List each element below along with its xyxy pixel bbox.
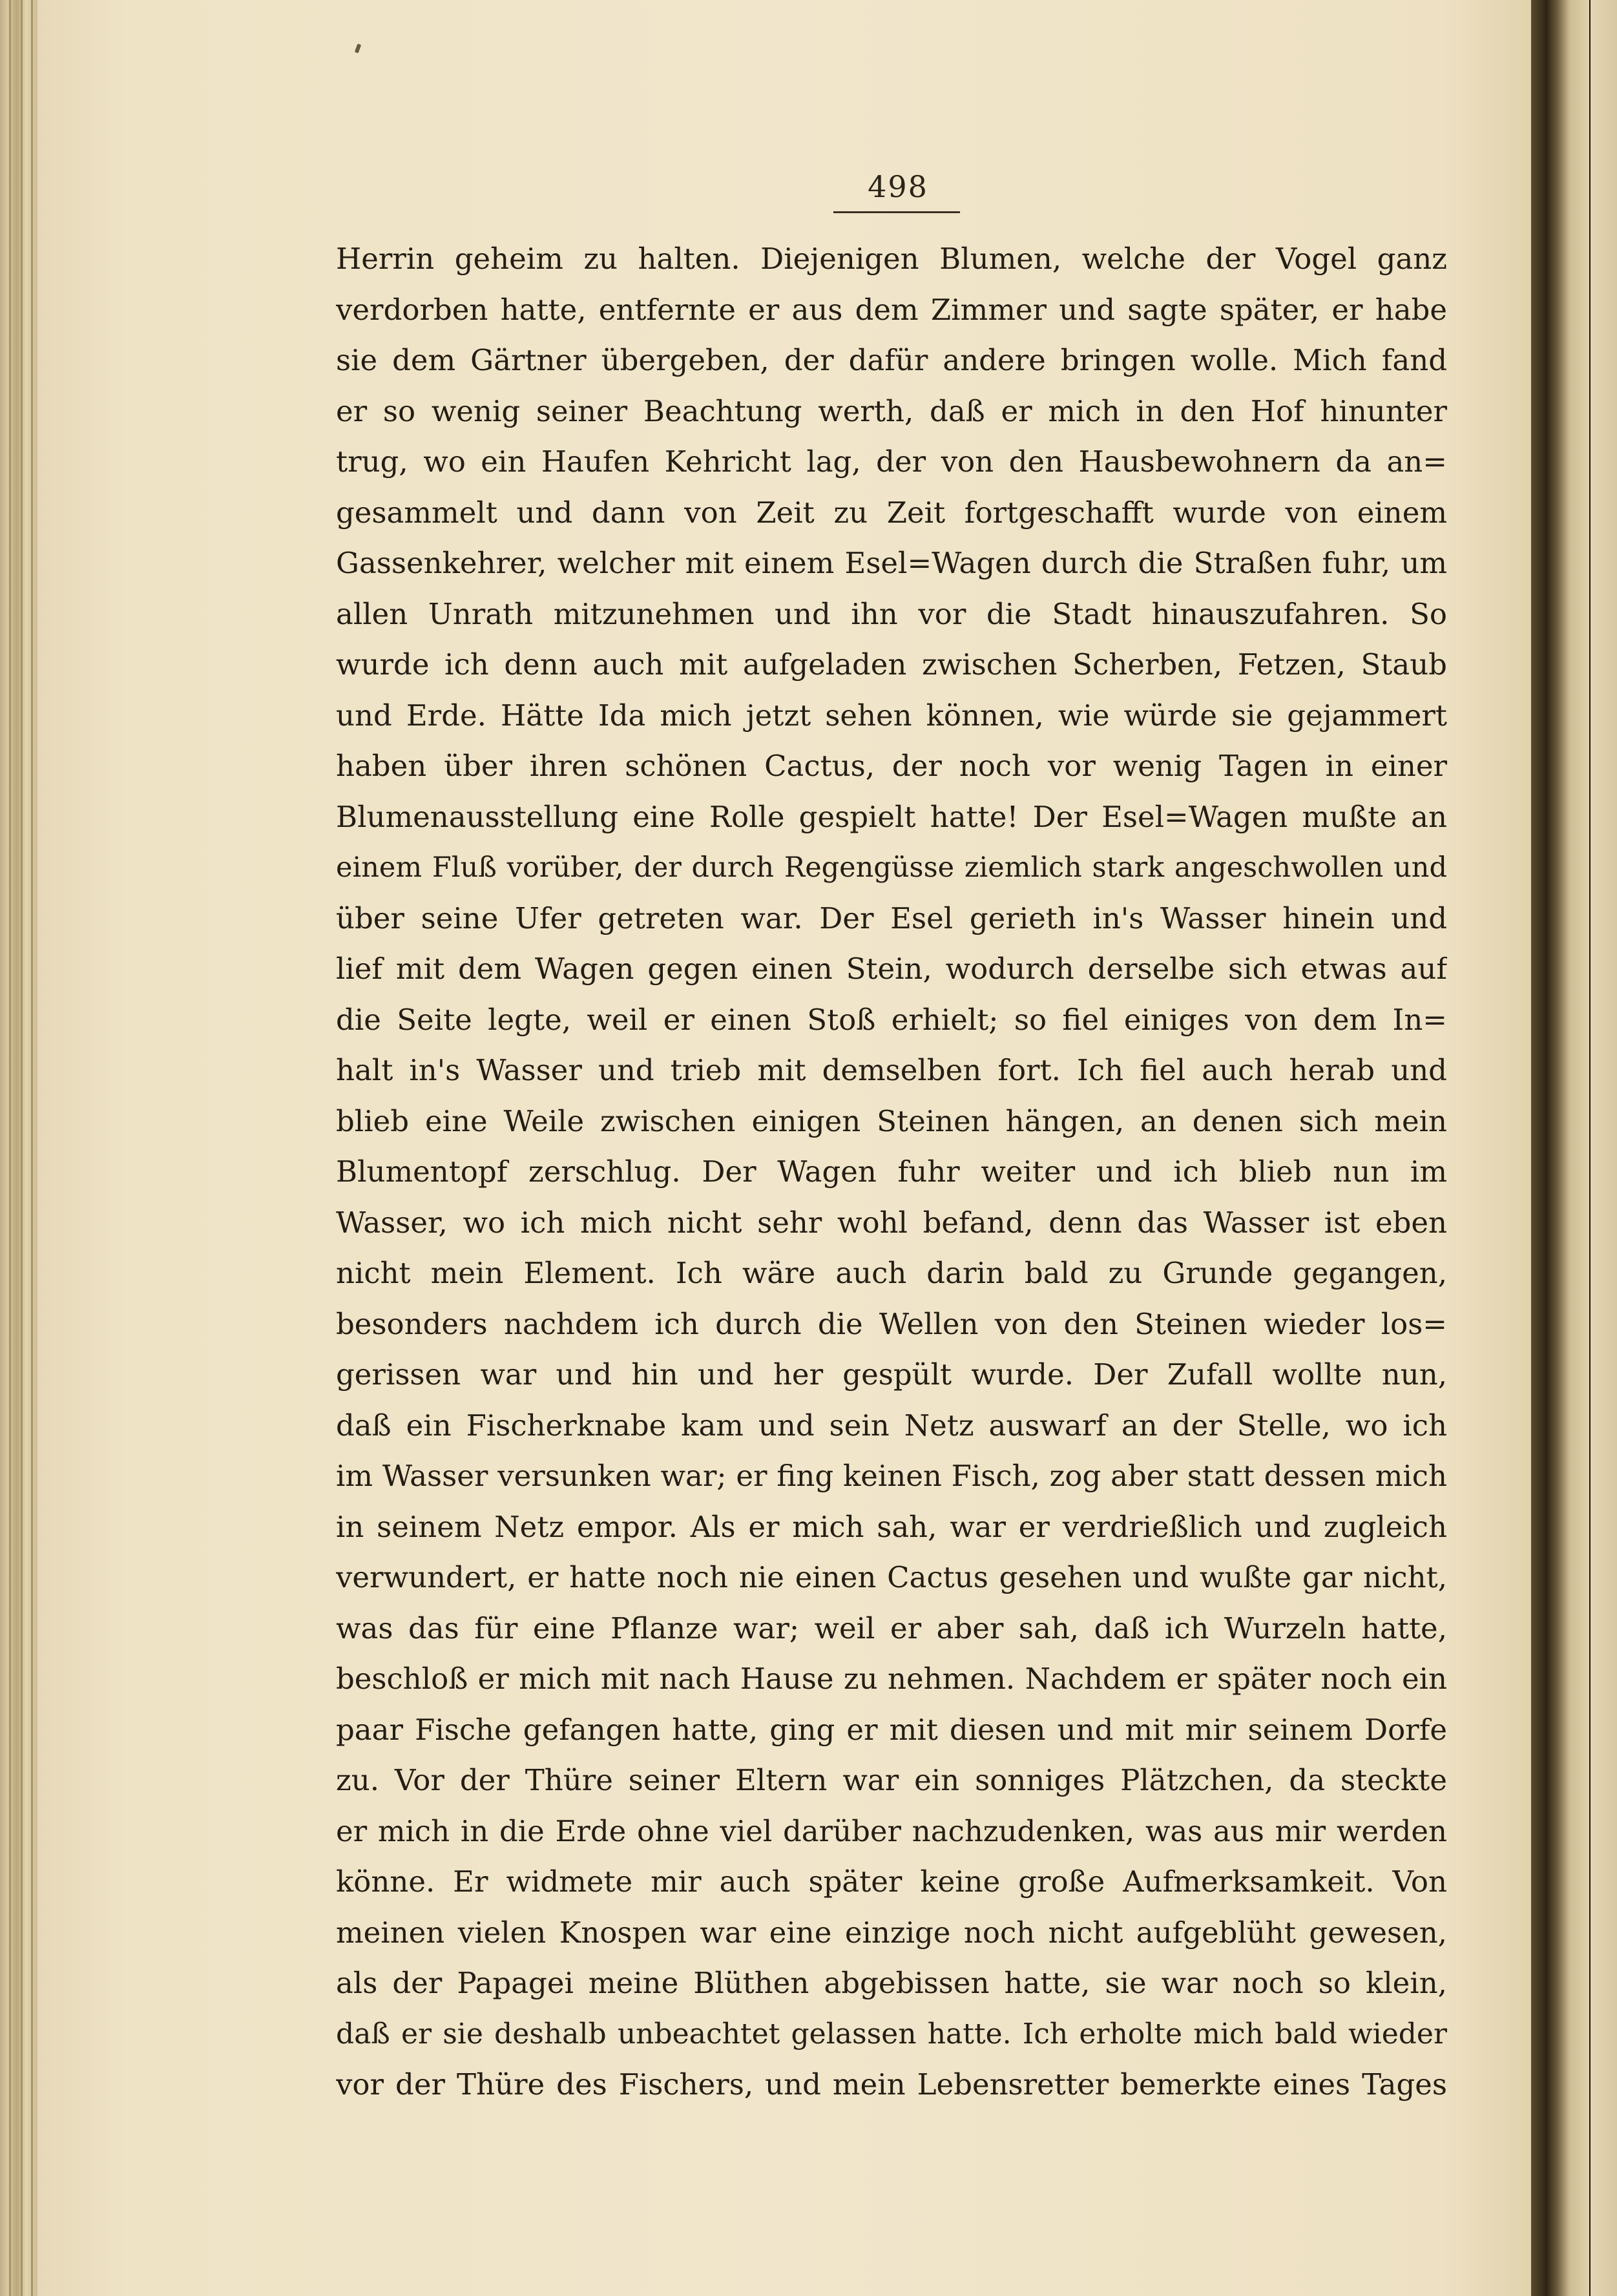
text-line: wurde ich denn auch mit aufgeladen zwischen Scherben, Fetzen, Staub — [336, 647, 1447, 682]
text-line: und Erde. Hätte Ida mich jetzt sehen können, wie würde sie gejammert — [336, 698, 1447, 733]
text-line: Blumenausstellung eine Rolle gespielt hatte! Der Esel=Wagen mußte an — [336, 799, 1447, 834]
text-line: paar Fische gefangen hatte, ging er mit diesen und mit mir seinem Dorfe — [336, 1712, 1447, 1747]
text-line: trug, wo ein Haufen Kehricht lag, der von den Hausbewohnern da an= — [336, 444, 1447, 479]
text-line: was das für eine Pflanze war; weil er aber sah, daß ich Wurzeln hatte, — [336, 1611, 1447, 1645]
text-line: Wasser, wo ich mich nicht sehr wohl befand, denn das Wasser ist eben — [336, 1205, 1447, 1240]
text-line: einem Fluß vorüber, der durch Regengüsse ziemlich stark angeschwollen und — [336, 851, 1447, 884]
page-stack-line — [9, 0, 11, 2296]
text-line: verwundert, er hatte noch nie einen Cactus gesehen und wußte gar nicht, — [336, 1560, 1447, 1594]
text-line: haben über ihren schönen Cactus, der noch vor wenig Tagen in einer — [336, 749, 1447, 783]
text-line: die Seite legte, weil er einen Stoß erhielt; so fiel einiges von dem In= — [336, 1002, 1447, 1037]
text-line: als der Papagei meine Blüthen abgebissen hatte, sie war noch so klein, — [336, 1966, 1447, 2000]
body-text — [336, 234, 1447, 2111]
text-line: könne. Er widmete mir auch später keine große Aufmerksamkeit. Von — [336, 1864, 1447, 1899]
text-line: Gassenkehrer, welcher mit einem Esel=Wagen durch die Straßen fuhr, um — [336, 546, 1447, 580]
text-line: im Wasser versunken war; er fing keinen Fisch, zog aber statt dessen mich — [336, 1459, 1447, 1493]
text-line: er so wenig seiner Beachtung werth, daß er mich in den Hof hinunter — [336, 393, 1447, 428]
text-line: blieb eine Weile zwischen einigen Steinen hängen, an denen sich mein — [336, 1103, 1447, 1138]
text-line: besonders nachdem ich durch die Wellen von den Steinen wieder los= — [336, 1306, 1447, 1341]
page-stack-line — [31, 0, 33, 2296]
text-line: vor der Thüre des Fischers, und mein Lebensretter bemerkte eines Tages — [336, 2067, 1447, 2102]
text-line: in seinem Netz empor. Als er mich sah, war er verdrießlich und zugleich — [336, 1509, 1447, 1544]
page-number: 498 — [868, 169, 928, 204]
text-line: zu. Vor der Thüre seiner Eltern war ein sonniges Plätzchen, da steckte — [336, 1763, 1447, 1797]
text-line: daß ein Fischerknabe kam und sein Netz auswarf an der Stelle, wo ich — [336, 1408, 1447, 1443]
text-line: beschloß er mich mit nach Hause zu nehmen. Nachdem er später noch ein — [336, 1662, 1447, 1696]
page-stack-line — [21, 0, 23, 2296]
text-line: gesammelt und dann von Zeit zu Zeit fortgeschafft wurde von einem — [336, 495, 1447, 530]
text-line: sie dem Gärtner übergeben, der dafür andere bringen wolle. Mich fand — [336, 343, 1447, 377]
text-line: über seine Ufer getreten war. Der Esel gerieth in's Wasser hinein und — [336, 901, 1447, 935]
book-gutter — [1531, 0, 1617, 2296]
text-line: daß er sie deshalb unbeachtet gelassen hatte. Ich erholte mich bald wieder — [336, 2017, 1447, 2051]
text-line: Herrin geheim zu halten. Diejenigen Blumen, welche der Vogel ganz — [336, 242, 1447, 276]
text-line: Blumentopf zerschlug. Der Wagen fuhr weiter und ich blieb nun im — [336, 1154, 1447, 1189]
text-line: nicht mein Element. Ich wäre auch darin bald zu Grunde gegangen, — [336, 1256, 1447, 1290]
text-line: meinen vielen Knospen war eine einzige noch nicht aufgeblüht gewesen, — [336, 1915, 1447, 1950]
text-line: halt in's Wasser und trieb mit demselben fort. Ich fiel auch herab und — [336, 1053, 1447, 1087]
header-rule — [833, 211, 960, 213]
gutter-shadow-line — [1589, 0, 1591, 2296]
text-line: verdorben hatte, entfernte er aus dem Zimmer und sagte später, er habe — [336, 292, 1447, 327]
text-line: gerissen war und hin und her gespült wurde. Der Zufall wollte nun, — [336, 1357, 1447, 1392]
text-line: lief mit dem Wagen gegen einen Stein, wodurch derselbe sich etwas auf — [336, 952, 1447, 986]
text-line: er mich in die Erde ohne viel darüber nachzudenken, was aus mir werden — [336, 1813, 1447, 1848]
text-line: allen Unrath mitzunehmen und ihn vor die Stadt hinauszufahren. So — [336, 596, 1447, 631]
